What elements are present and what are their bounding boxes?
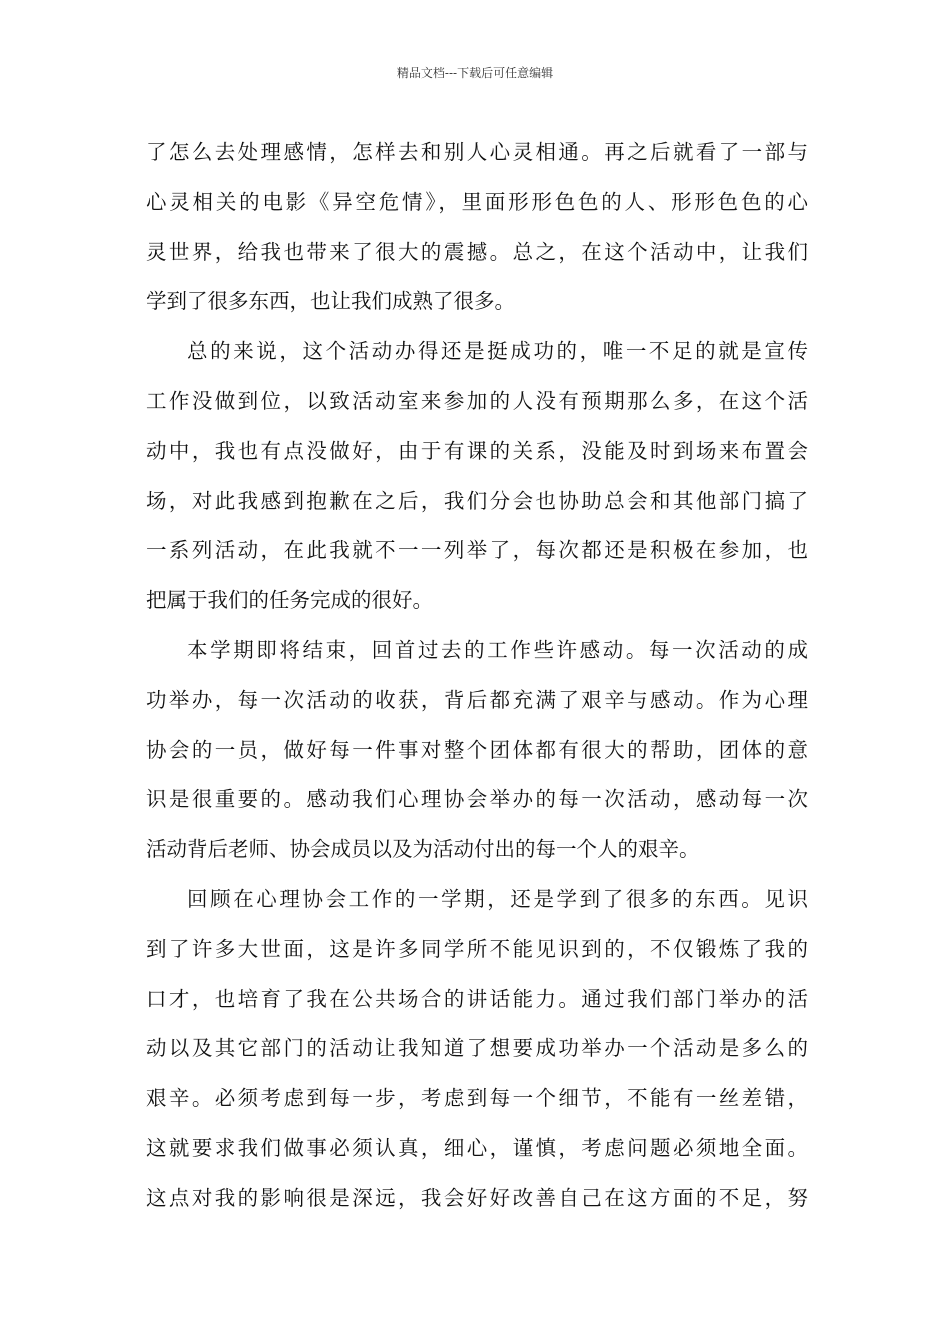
text-line: 这点对我的影响很是深远，我会好好改善自己在这方面的不足，努	[146, 1185, 808, 1210]
text-line: 这就要求我们做事必须认真，细心，谨慎，考虑问题必须地全面。	[146, 1135, 808, 1160]
text-line: 一系列活动，在此我就不一一列举了，每次都还是积极在参加，也	[146, 538, 808, 563]
text-line: 把属于我们的任务完成的很好。	[146, 588, 433, 613]
text-line: 活动背后老师、协会成员以及为活动付出的每一个人的艰辛。	[146, 837, 700, 862]
text-line: 了怎么去处理感情，怎样去和别人心灵相通。再之后就看了一部与	[146, 140, 808, 164]
text-line: 识是很重要的。感动我们心理协会举办的每一次活动，感动每一次	[146, 787, 808, 812]
text-line: 动以及其它部门的活动让我知道了想要成功举办一个活动是多么的	[146, 1036, 808, 1061]
text-line: 动中，我也有点没做好，由于有课的关系，没能及时到场来布置会	[146, 438, 808, 463]
text-line: 场，对此我感到抱歉在之后，我们分会也协助总会和其他部门搞了	[146, 488, 808, 513]
text-line: 艰辛。必须考虑到每一步，考虑到每一个细节，不能有一丝差错，	[146, 1086, 808, 1111]
text-line: 协会的一员，做好每一件事对整个团体都有很大的帮助，团体的意	[146, 737, 808, 762]
text-line: 本学期即将结束，回首过去的工作些许感动。每一次活动的成	[187, 637, 808, 662]
text-line: 回顾在心理协会工作的一学期，还是学到了很多的东西。见识	[187, 886, 808, 911]
text-line: 功举办，每一次活动的收获，背后都充满了艰辛与感动。作为心理	[146, 687, 808, 712]
text-line: 灵世界，给我也带来了很大的震撼。总之，在这个活动中，让我们	[146, 239, 808, 264]
text-line: 心灵相关的电影《异空危情》，里面形形色色的人、形形色色的心	[146, 189, 808, 214]
text-line: 到了许多大世面，这是许多同学所不能见识到的，不仅锻炼了我的	[146, 936, 808, 961]
text-line: 学到了很多东西，也让我们成熟了很多。	[146, 289, 515, 314]
text-line: 总的来说，这个活动办得还是挺成功的，唯一不足的就是宣传	[187, 339, 808, 364]
text-line: 口才，也培育了我在公共场合的讲话能力。通过我们部门举办的活	[146, 986, 808, 1011]
text-line: 工作没做到位，以致活动室来参加的人没有预期那么多，在这个活	[146, 388, 808, 413]
page-header: 精品文档---下载后可任意编辑	[396, 66, 554, 80]
document-body	[146, 128, 808, 1224]
